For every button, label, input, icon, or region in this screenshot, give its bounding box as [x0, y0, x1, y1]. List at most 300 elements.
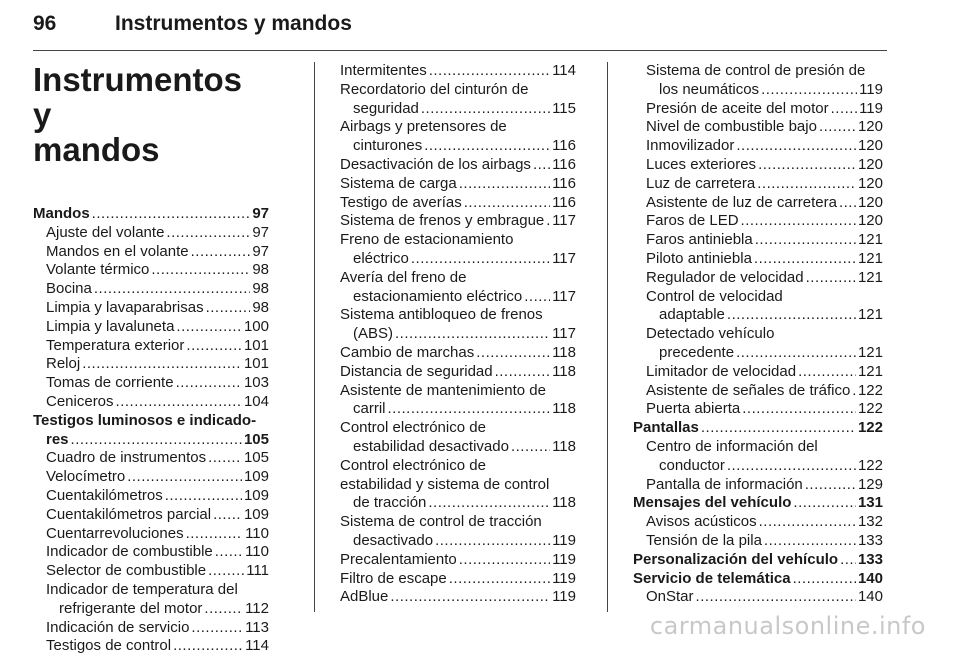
toc-page-number: 101: [243, 336, 269, 354]
toc-entry-line: [46, 637, 269, 656]
toc-entry-line: [646, 100, 883, 119]
toc-entry[interactable]: [633, 194, 883, 213]
toc-page-number: 111: [246, 562, 269, 580]
toc-page-number: 117: [552, 212, 576, 230]
toc-page-number: 116: [552, 193, 576, 211]
toc-entry[interactable]: [33, 543, 269, 562]
dot-leader: [173, 637, 243, 656]
dot-leader: [127, 468, 242, 487]
toc-entry[interactable]: [340, 118, 576, 156]
toc-entry-text: cinturones: [353, 137, 423, 155]
toc-page-number: 118: [552, 437, 576, 455]
dot-leader: [421, 100, 550, 119]
toc-column-2: [340, 62, 576, 607]
toc-entry[interactable]: [633, 438, 883, 476]
toc-page-number: 104: [243, 392, 269, 410]
toc-page-number: 119: [859, 99, 883, 117]
toc-entry-line: [646, 344, 883, 363]
toc-entry-text: Detectado vehículo: [646, 325, 775, 343]
dot-leader: [839, 194, 856, 213]
toc-entry-text: Avisos acústicos: [646, 513, 757, 531]
toc-entry-line: [46, 224, 269, 243]
toc-entry[interactable]: [33, 261, 269, 280]
toc-page-number: 110: [245, 543, 269, 561]
toc-entry-line: [340, 438, 576, 457]
toc-entry-text: de tracción: [353, 494, 427, 512]
toc-page-number: 110: [245, 524, 269, 542]
toc-entry-text: Centro de información del: [646, 437, 818, 455]
toc-entry[interactable]: [633, 175, 883, 194]
page-header: [33, 4, 887, 51]
dot-leader: [186, 337, 242, 356]
dot-leader: [208, 562, 244, 581]
toc-entry[interactable]: [633, 100, 883, 119]
toc-entry-line: [340, 156, 576, 175]
toc-page-number: 119: [859, 80, 883, 98]
toc-page-number: 112: [245, 599, 269, 617]
toc-entry-line: [46, 337, 269, 356]
dot-leader: [805, 476, 856, 495]
toc-entry-line: [46, 374, 269, 393]
toc-entry-line: [646, 532, 883, 551]
dot-leader: [429, 62, 550, 81]
toc-page-number: 140: [857, 588, 883, 606]
toc-page-number: 119: [552, 569, 576, 587]
toc-page-number: 120: [857, 155, 883, 173]
toc-entry[interactable]: [33, 318, 269, 337]
dot-leader: [449, 570, 550, 589]
toc-entry-line: [646, 81, 883, 100]
dot-leader: [840, 551, 856, 570]
toc-entry-line: [46, 600, 269, 619]
toc-entry-text: Cambio de marchas: [340, 343, 475, 361]
column-divider: [607, 62, 608, 612]
toc-page-number: 105: [243, 449, 269, 467]
toc-entry-line: [340, 344, 576, 363]
toc-entry[interactable]: [33, 487, 269, 506]
toc-entry-text: Tomas de corriente: [46, 374, 174, 392]
toc-entry-line: [340, 363, 576, 382]
toc-entry-line: [340, 175, 576, 194]
toc-entry[interactable]: [633, 476, 883, 495]
toc-entry-line: [340, 250, 576, 269]
toc-page-number: 132: [857, 513, 883, 531]
toc-entry-text: Indicador de temperatura del: [46, 580, 238, 598]
toc-entry-text: Pantalla de información: [646, 475, 803, 493]
toc-entry-line: [633, 419, 883, 438]
toc-entry-text: Luces exteriores: [646, 155, 757, 173]
toc-entry[interactable]: [340, 419, 576, 457]
toc-entry[interactable]: [33, 205, 269, 224]
toc-page-number: 118: [552, 343, 576, 361]
dot-leader: [736, 137, 856, 156]
toc-page-number: 97: [252, 242, 269, 260]
toc-entry-line: [646, 194, 883, 213]
toc-entry[interactable]: [633, 400, 883, 419]
toc-entry-line: [340, 588, 576, 607]
toc-entry[interactable]: [33, 581, 269, 619]
toc-page-number: 133: [857, 550, 883, 568]
toc-entry[interactable]: [340, 363, 576, 382]
toc-entry-line: [46, 299, 269, 318]
dot-leader: [464, 194, 550, 213]
toc-page-number: 118: [552, 494, 576, 512]
toc-entry-text: Control electrónico de: [340, 419, 486, 437]
dot-leader: [191, 619, 243, 638]
toc-entry-text: Luz de carretera: [646, 174, 756, 192]
toc-entry-text: Airbags y pretensores de: [340, 118, 507, 136]
toc-page-number: 119: [552, 531, 576, 549]
toc-entry-text: Testigos de control: [46, 637, 172, 655]
toc-entry[interactable]: [340, 513, 576, 551]
dot-leader: [116, 393, 242, 412]
toc-entry-text: precedente: [659, 343, 735, 361]
toc-entry-text: desactivado: [353, 531, 434, 549]
dot-leader: [819, 118, 856, 137]
toc-page-number: 122: [857, 381, 883, 399]
toc-page-number: 122: [857, 400, 883, 418]
toc-page-number: 103: [243, 374, 269, 392]
toc-entry-line: [46, 243, 269, 262]
dot-leader: [754, 250, 856, 269]
dot-leader: [388, 400, 551, 419]
toc-entry-text: Control electrónico de: [340, 456, 486, 474]
toc-entry[interactable]: [633, 532, 883, 551]
toc-entry-line: [646, 457, 883, 476]
toc-entry[interactable]: [33, 374, 269, 393]
toc-entry-text: Testigos luminosos e indicado-: [33, 411, 257, 429]
toc-entry-line: [340, 494, 576, 513]
toc-page-number: 121: [857, 231, 883, 249]
toc-entry[interactable]: [340, 269, 576, 307]
toc-page-number: 117: [552, 325, 576, 343]
toc-entry-text: Mandos: [33, 205, 90, 222]
dot-leader: [151, 261, 250, 280]
toc-entry-line: [646, 250, 883, 269]
toc-entry[interactable]: [633, 137, 883, 156]
toc-page-number: 105: [243, 430, 269, 448]
toc-entry-text: Freno de estacionamiento: [340, 231, 514, 249]
toc-entry-line: [646, 118, 883, 137]
toc-entry-line: [33, 431, 269, 450]
toc-page-number: 100: [243, 317, 269, 335]
toc-page-number: 109: [243, 505, 269, 523]
toc-entry[interactable]: [633, 363, 883, 382]
dot-leader: [727, 306, 856, 325]
toc-entry-line: [646, 513, 883, 532]
chapter-title: Instrumentos y mandos: [33, 61, 243, 168]
running-title: Instrumentos y mandos: [115, 12, 352, 35]
toc-entry[interactable]: [340, 551, 576, 570]
dot-leader: [758, 156, 856, 175]
toc-entry[interactable]: [33, 393, 269, 412]
toc-page-number: 119: [552, 550, 576, 568]
toc-page-number: 119: [552, 588, 576, 606]
dot-leader: [92, 205, 251, 224]
toc-entry-line: [646, 400, 883, 419]
toc-entry-text: Inmovilizador: [646, 137, 735, 155]
toc-entry[interactable]: [633, 325, 883, 363]
toc-entry-line: [340, 212, 576, 231]
dot-leader: [428, 494, 550, 513]
toc-entry-line: [46, 525, 269, 544]
toc-entry-text: adaptable: [659, 306, 725, 324]
toc-page-number: 121: [857, 249, 883, 267]
dot-leader: [831, 100, 857, 119]
toc-entry-text: Faros antiniebla: [646, 231, 753, 249]
toc-entry-text: Recordatorio del cinturón de: [340, 80, 529, 98]
toc-page-number: 98: [252, 298, 269, 316]
toc-entry[interactable]: [633, 118, 883, 137]
dot-leader: [793, 494, 856, 513]
dot-leader: [424, 137, 550, 156]
toc-page-number: 118: [552, 400, 576, 418]
toc-entry-line: [340, 532, 576, 551]
toc-entry-text: Asistente de mantenimiento de: [340, 381, 546, 399]
toc-entry-text: Asistente de luz de carretera: [646, 193, 837, 211]
watermark: carmanualsonline.info: [649, 612, 926, 640]
toc-entry[interactable]: [340, 306, 576, 344]
toc-entry-text: Indicador de combustible: [46, 543, 213, 561]
dot-leader: [94, 280, 250, 299]
toc-entry-line: [340, 194, 576, 213]
toc-entry[interactable]: [340, 194, 576, 213]
dot-leader: [793, 570, 856, 589]
toc-entry-text: Selector de combustible: [46, 562, 207, 580]
dot-leader: [511, 438, 550, 457]
toc-entry-text: Sistema de control de presión de: [646, 62, 866, 79]
toc-entry-text: Limitador de velocidad: [646, 362, 797, 380]
toc-entry-line: [646, 156, 883, 175]
toc-entry[interactable]: [33, 299, 269, 318]
toc-page-number: 114: [552, 62, 576, 79]
toc-entry-text: Ajuste del volante: [46, 223, 165, 241]
toc-entry-text: Bocina: [46, 280, 92, 298]
dot-leader: [759, 513, 856, 532]
toc-entry[interactable]: [633, 156, 883, 175]
toc-entry[interactable]: [340, 382, 576, 420]
toc-entry[interactable]: [340, 588, 576, 607]
toc-entry-text: estabilidad y sistema de control: [340, 475, 550, 493]
toc-entry-text: los neumáticos: [659, 80, 760, 98]
toc-entry-line: [646, 212, 883, 231]
toc-page-number: 116: [552, 137, 576, 155]
toc-page-number: 122: [857, 419, 883, 437]
toc-entry-line: [33, 205, 269, 224]
toc-entry[interactable]: [33, 412, 269, 450]
toc-entry-line: [646, 382, 883, 401]
toc-page-number: 109: [243, 468, 269, 486]
toc-entry[interactable]: [33, 562, 269, 581]
toc-page-number: 120: [857, 174, 883, 192]
toc-entry-text: Mensajes del vehículo: [633, 494, 792, 512]
dot-leader: [435, 532, 550, 551]
toc-entry-line: [646, 588, 883, 607]
dot-leader: [696, 588, 856, 607]
toc-page-number: 98: [252, 280, 269, 298]
toc-entry-text: AdBlue: [340, 588, 389, 606]
toc-entry[interactable]: [633, 551, 883, 570]
dot-leader: [71, 431, 242, 450]
toc-entry-line: [340, 288, 576, 307]
dot-leader: [546, 212, 550, 231]
toc-page-number: 116: [552, 174, 576, 192]
toc-page-number: 120: [857, 118, 883, 136]
toc-entry-line: [340, 570, 576, 589]
dot-leader: [761, 81, 857, 100]
toc-entry-text: Testigo de averías: [340, 193, 462, 211]
toc-page-number: 131: [857, 494, 883, 512]
toc-entry[interactable]: [633, 494, 883, 513]
toc-entry-text: Intermitentes: [340, 62, 427, 79]
toc-entry-line: [46, 506, 269, 525]
toc-entry-text: Limpia y lavaluneta: [46, 317, 175, 335]
toc-entry[interactable]: [340, 156, 576, 175]
toc-entry-text: Sistema de control de tracción: [340, 513, 542, 531]
toc-entry-line: [46, 449, 269, 468]
toc-entry[interactable]: [633, 570, 883, 589]
dot-leader: [524, 288, 550, 307]
dot-leader: [755, 231, 856, 250]
toc-entry-line: [46, 468, 269, 487]
toc-entry-text: carril: [353, 400, 386, 418]
toc-entry[interactable]: [633, 212, 883, 231]
toc-entry-text: Sistema de carga: [340, 174, 457, 192]
page-number: 96: [33, 12, 57, 35]
toc-page-number: 116: [552, 155, 576, 173]
toc-entry-line: [46, 619, 269, 638]
toc-entry-text: estabilidad desactivado: [353, 437, 509, 455]
toc-entry-line: [340, 137, 576, 156]
toc-page-number: 98: [252, 261, 269, 279]
toc-page-number: 121: [857, 362, 883, 380]
toc-entry[interactable]: [33, 224, 269, 243]
toc-page-number: 114: [245, 637, 269, 655]
toc-entry-text: estacionamiento eléctrico: [353, 287, 523, 305]
dot-leader: [82, 355, 242, 374]
toc-page-number: 133: [857, 531, 883, 549]
toc-entry[interactable]: [33, 619, 269, 638]
toc-page-number: 140: [857, 569, 883, 587]
toc-entry-text: Puerta abierta: [646, 400, 741, 418]
toc-entry-line: [340, 325, 576, 344]
toc-entry-text: (ABS): [353, 325, 394, 343]
toc-entry[interactable]: [33, 525, 269, 544]
toc-entry[interactable]: [633, 62, 883, 100]
dot-leader: [411, 250, 550, 269]
dot-leader: [852, 382, 856, 401]
toc-entry-line: [633, 494, 883, 513]
toc-entry[interactable]: [340, 570, 576, 589]
toc-entry[interactable]: [633, 250, 883, 269]
toc-page-number: 120: [857, 193, 883, 211]
toc-entry[interactable]: [633, 513, 883, 532]
toc-entry[interactable]: [340, 62, 576, 81]
toc-entry[interactable]: [633, 588, 883, 607]
toc-entry[interactable]: [340, 175, 576, 194]
toc-column-3: [633, 62, 883, 607]
toc-entry-text: Presión de aceite del motor: [646, 99, 829, 117]
toc-page-number: 120: [857, 137, 883, 155]
toc-entry-text: Control de velocidad: [646, 287, 783, 305]
column-divider: [314, 62, 315, 612]
toc-entry-text: Cuentarrevoluciones: [46, 524, 184, 542]
dot-leader: [459, 551, 550, 570]
dot-leader: [701, 419, 856, 438]
dot-leader: [727, 457, 856, 476]
toc-entry-line: [340, 100, 576, 119]
toc-entry[interactable]: [33, 243, 269, 262]
toc-entry[interactable]: [340, 231, 576, 269]
toc-entry[interactable]: [33, 355, 269, 374]
dot-leader: [798, 363, 856, 382]
dot-leader: [806, 269, 856, 288]
toc-entry[interactable]: [633, 288, 883, 326]
toc-entry-text: Faros de LED: [646, 212, 739, 230]
toc-entry[interactable]: [633, 419, 883, 438]
toc-entry[interactable]: [340, 81, 576, 119]
toc-entry[interactable]: [340, 344, 576, 363]
toc-page-number: 121: [857, 268, 883, 286]
dot-leader: [191, 243, 251, 262]
dot-leader: [208, 449, 242, 468]
toc-entry-line: [646, 175, 883, 194]
toc-entry[interactable]: [33, 468, 269, 487]
dot-leader: [476, 344, 550, 363]
toc-entry-line: [633, 551, 883, 570]
toc-entry-line: [340, 400, 576, 419]
toc-entry-text: Ceniceros: [46, 392, 114, 410]
toc-page-number: 118: [552, 362, 576, 380]
toc-entry-text: Sistema de frenos y embrague: [340, 212, 545, 230]
toc-entry-text: Cuadro de instrumentos: [46, 449, 207, 467]
toc-page-number: 129: [857, 475, 883, 493]
toc-entry[interactable]: [33, 637, 269, 656]
toc-entry-line: [646, 306, 883, 325]
toc-entry-text: Precalentamiento: [340, 550, 457, 568]
dot-leader: [741, 212, 856, 231]
toc-entry-line: [633, 570, 883, 589]
toc-entry-line: [46, 543, 269, 562]
toc-entry[interactable]: [33, 280, 269, 299]
toc-page-number: 97: [252, 205, 269, 222]
toc-entry[interactable]: [340, 457, 576, 513]
toc-entry[interactable]: [33, 337, 269, 356]
toc-entry[interactable]: [633, 382, 883, 401]
toc-entry-text: Volante térmico: [46, 261, 150, 279]
toc-entry[interactable]: [633, 231, 883, 250]
toc-entry-line: [46, 261, 269, 280]
toc-page-number: 121: [857, 343, 883, 361]
toc-entry[interactable]: [633, 269, 883, 288]
toc-entry-text: Sistema antibloqueo de frenos: [340, 306, 543, 324]
toc-entry[interactable]: [33, 449, 269, 468]
toc-column-1: [33, 62, 269, 656]
toc-page-number: 115: [552, 99, 576, 117]
toc-entry-line: [646, 269, 883, 288]
toc-list: [340, 62, 576, 607]
toc-entry[interactable]: [33, 506, 269, 525]
toc-entry-text: Reloj: [46, 355, 81, 373]
toc-entry-text: Nivel de combustible bajo: [646, 118, 817, 136]
toc-page-number: 121: [857, 306, 883, 324]
toc-entry-line: [46, 393, 269, 412]
toc-entry-text: Tensión de la pila: [646, 531, 762, 549]
toc-page-number: 117: [552, 287, 576, 305]
toc-entry-text: Asistente de señales de tráfico: [646, 381, 851, 399]
toc-entry-line: [46, 562, 269, 581]
toc-entry[interactable]: [340, 212, 576, 231]
